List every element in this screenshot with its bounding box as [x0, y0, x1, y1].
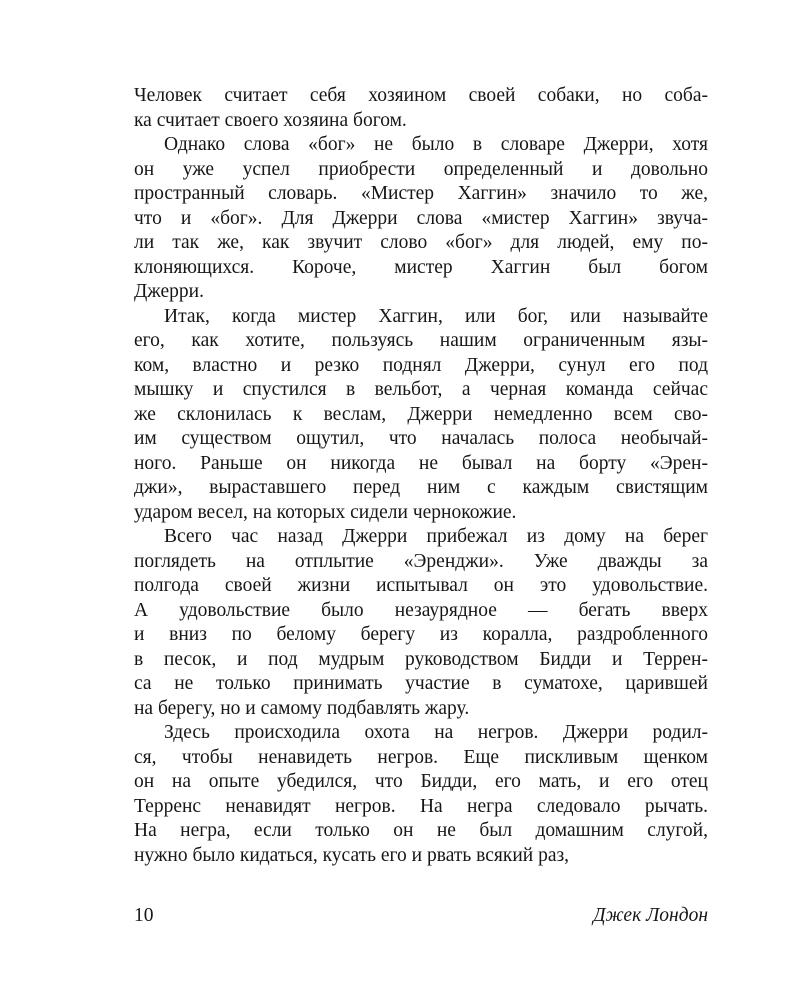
paragraph — [134, 305, 708, 526]
page-body — [134, 84, 708, 868]
text-line: Здесь происходила охота на негров. Джерри родил- — [164, 722, 708, 743]
text-line: Однако слова «бог» не было в словаре Джерри, хотя — [164, 134, 708, 155]
text-line: его, как хотите, пользуясь нашим ограниченным язы- — [134, 330, 708, 351]
text-line: Человек считает себя хозяином своей собаки, но соба- — [134, 85, 708, 106]
text-line: и вниз по белому берегу из коралла, раздробленного — [134, 624, 708, 645]
text-line: На негра, если только он не был домашним слугой, — [134, 820, 708, 841]
text-line: ком, властно и резко поднял Джерри, сунул его под — [134, 354, 708, 376]
text-line: он на опыте убедился, что Бидди, его мать, и его отец — [134, 771, 708, 792]
paragraph — [134, 721, 708, 868]
text-line: А удовольствие было незаурядное — бегать вверх — [134, 599, 708, 621]
text-line: ся, чтобы ненавидеть негров. Еще пискливым щенком — [134, 746, 708, 768]
paragraph — [134, 133, 708, 305]
text-line: ли так же, как звучит слово «бог» для людей, ему по- — [134, 232, 708, 253]
text-line: ного. Раньше он никогда не бывал на борту «Эрен- — [134, 452, 708, 474]
page-footer — [134, 903, 708, 929]
text-line: Джерри. — [134, 281, 204, 302]
text-line: Итак, когда мистер Хаггин, или бог, или называйте — [164, 305, 708, 327]
text-line: же склонилась к веслам, Джерри немедленно всем сво- — [134, 403, 708, 425]
page-number: 10 — [134, 905, 154, 926]
text-line: на берегу, но и самому подбавлять жару. — [134, 697, 470, 719]
text-line: полгода своей жизни испытывал он это удовольствие. — [134, 575, 708, 596]
text-line: пространный словарь. «Мистер Хаггин» значило то же, — [134, 183, 708, 204]
text-line: джи», выраставшего перед ним с каждым свистящим — [134, 477, 708, 498]
text-line: что и «бог». Для Джерри слова «мистер Хаггин» звуча- — [134, 207, 708, 229]
text-line: ка считает своего хозяина богом. — [134, 109, 407, 131]
paragraph — [134, 525, 708, 721]
text-line: поглядеть на отплытие «Эренджи». Уже дважды за — [134, 550, 708, 572]
running-title: Джек Лондон — [593, 905, 708, 926]
text-line: он уже успел приобрести определенный и довольно — [134, 158, 708, 180]
text-line: им существом ощутил, что началась полоса необычай- — [134, 428, 708, 449]
paragraph — [134, 84, 708, 133]
text-line: са не только принимать участие в суматохе, царившей — [134, 673, 708, 694]
text-line: ударом весел, на которых сидели чернокожие. — [134, 501, 517, 523]
text-line: Терренс ненавидят негров. На негра следовало рычать. — [134, 795, 708, 817]
text-line: нужно было кидаться, кусать его и рвать всякий раз, — [134, 844, 570, 866]
text-line: клоняющихся. Короче, мистер Хаггин был богом — [134, 256, 708, 278]
text-line: Всего час назад Джерри прибежал из дому на берег — [164, 526, 708, 547]
text-line: в песок, и под мудрым руководством Бидди и Террен- — [134, 648, 708, 670]
text-line: мышку и спустился в вельбот, а черная команда сейчас — [134, 379, 708, 400]
